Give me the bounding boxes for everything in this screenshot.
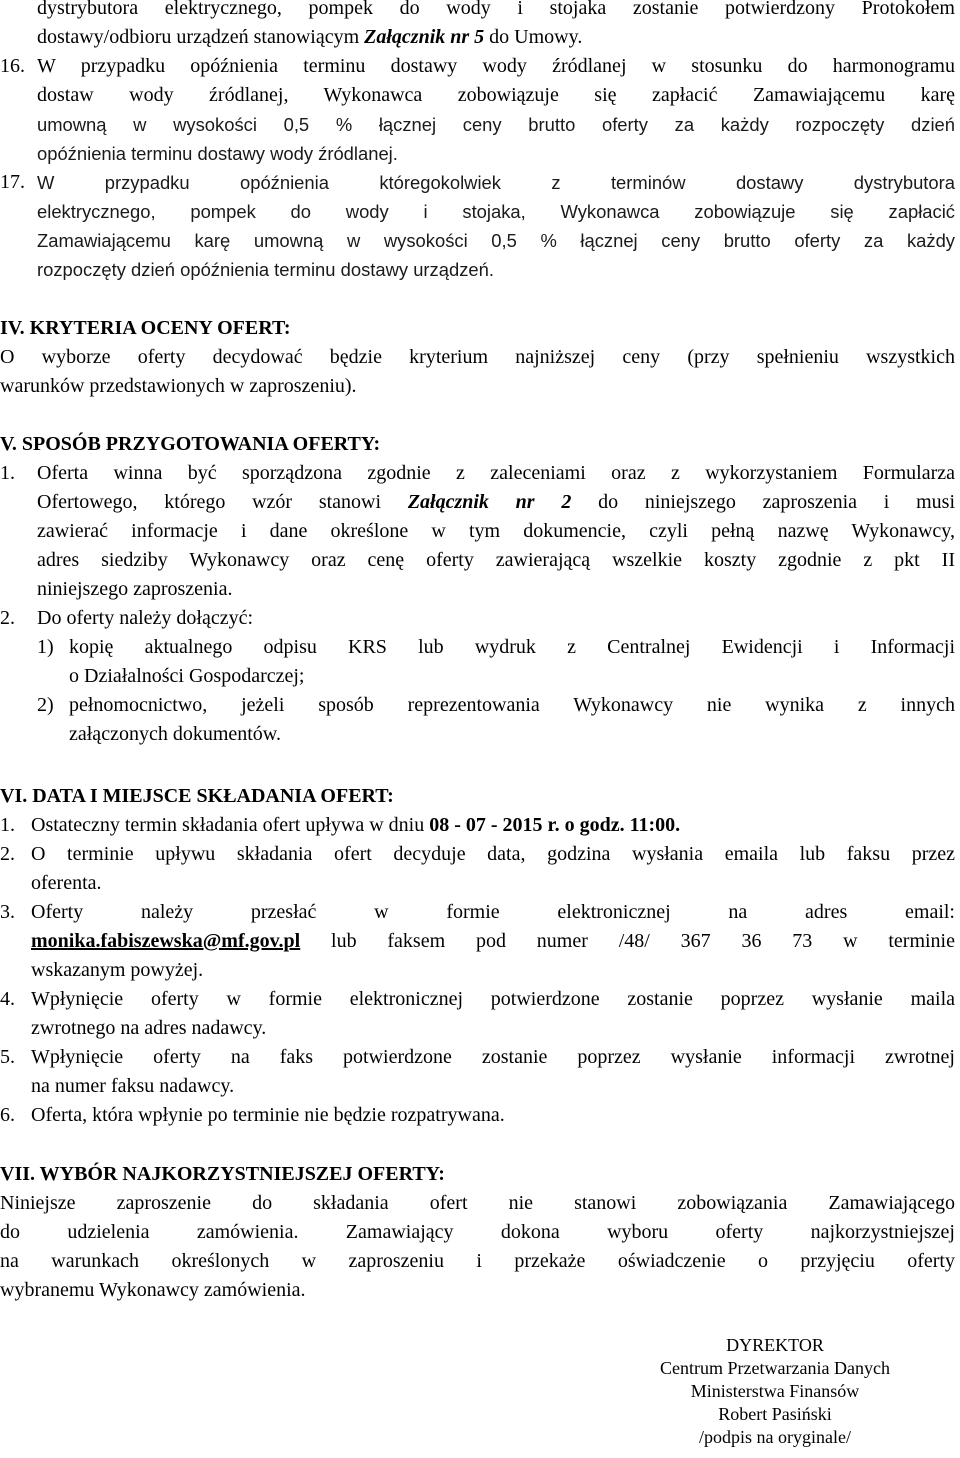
section-v-item-1-line-3: zawierać informacje i dane określone w tym dokumencie, czyli pełną nazwę Wykonawcy, [37,520,955,542]
attachment-2-reference: Załącznik nr 2 [407,491,572,513]
section-vi-heading: VI. DATA I MIEJSCE SKŁADANIA OFERT: [0,785,394,807]
section-v-item-1-line-4: adres siedziby Wykonawcy oraz cenę oferty zawierającą wszelkie koszty zgodnie z pkt II [37,549,955,571]
p17-line-3: Zamawiającemu karę umowną w wysokości 0,5 % łącznej ceny brutto oferty za każdy [37,230,955,251]
section-v-subitem-2-line-1: pełnomocnictwo, jeżeli sposób reprezentowania Wykonawcy nie wynika z innych [69,694,955,716]
section-vi-item-4-number: 4. [0,988,15,1010]
p17-number: 17. [0,171,25,193]
p16-line-1: W przypadku opóźnienia terminu dostawy wody źródlanej w stosunku do harmonogramu [37,55,955,77]
section-v-item-2-line-1: Do oferty należy dołączyć: [37,607,254,629]
section-vi-item-2-line-1: O terminie upływu składania ofert decyduje data, godzina wysłania emaila lub faksu przez [31,843,955,865]
section-iv-heading: IV. KRYTERIA OCENY OFERT: [0,317,291,339]
section-vii-line-1: Niniejsze zaproszenie do składania ofert nie stanowi zobowiązania Zamawiającego [0,1192,955,1214]
section-vi-item-5-number: 5. [0,1046,15,1068]
signature-note: /podpis na oryginale/ [699,1427,851,1447]
p16-line-2: dostaw wody źródlanej, Wykonawca zobowiązuje się zapłacić Zamawiającemu karę [37,84,955,106]
section-v-subitem-1-line-2: o Działalności Gospodarczej; [69,665,305,687]
signature-org-line-1: Centrum Przetwarzania Danych [660,1358,890,1378]
p16-line-3: umowną w wysokości 0,5 % łącznej ceny brutto oferty za każdy rozpoczęty dzień [37,114,955,135]
section-vii-line-2: do udzielenia zamówienia. Zamawiający dokona wyboru oferty najkorzystniejszej [0,1221,955,1243]
deadline-date: 08 - 07 - 2015 r. o godz. 11:00. [429,814,681,836]
p17-line-4: rozpoczęty dzień opóźnienia terminu dostawy urządzeń. [37,259,494,280]
section-vi-item-2-line-2: oferenta. [31,872,102,894]
email-link[interactable]: monika.fabiszewska@mf.gov.pl [31,930,301,952]
p17-line-2: elektrycznego, pompek do wody i stojaka, Wykonawca zobowiązuje się zapłacić [37,201,955,222]
signature-org-line-2: Ministerstwa Finansów [690,1381,860,1401]
p15-line-1: dystrybutora elektrycznego, pompek do wody i stojaka zostanie potwierdzony Protokołem [37,0,955,19]
section-vi-item-5-line-1: Wpłynięcie oferty na faks potwierdzone zostanie poprzez wysłanie informacji zwrotnej [31,1046,955,1068]
section-vii-line-3: na warunkach określonych w zaproszeniu i przekaże oświadczenie o przyjęciu oferty [0,1250,955,1272]
attachment-5-reference: Załącznik nr 5 [364,26,485,48]
section-vi-item-1-number: 1. [0,814,15,836]
section-vi-item-6-line-1: Oferta, która wpłynie po terminie nie będzie rozpatrywana. [31,1104,505,1126]
p17-line-1: W przypadku opóźnienia któregokolwiek z terminów dostawy dystrybutora [37,172,955,193]
section-v-heading: V. SPOSÓB PRZYGOTOWANIA OFERTY: [0,433,381,455]
section-v-subitem-2-number: 2) [37,694,54,716]
section-vi-item-2-number: 2. [0,843,15,865]
section-vi-item-4-line-1: Wpłynięcie oferty w formie elektronicznej potwierdzone zostanie poprzez wysłanie maila [31,988,955,1010]
section-vi-item-5-line-2: na numer faksu nadawcy. [31,1075,235,1097]
section-iv-line-1: O wyborze oferty decydować będzie kryterium najniższej ceny (przy spełnieniu wszystkich [0,346,955,368]
section-v-subitem-2-line-2: załączonych dokumentów. [69,723,281,745]
section-v-subitem-1-number: 1) [37,636,54,658]
p16-number: 16. [0,55,25,77]
section-vii-heading: VII. WYBÓR NAJKORZYSTNIEJSZEJ OFERTY: [0,1163,445,1185]
section-vi-item-3-number: 3. [0,901,15,923]
section-v-subitem-1-line-1: kopię aktualnego odpisu KRS lub wydruk z Centralnej Ewidencji i Informacji [69,636,955,658]
section-iv-line-2: warunków przedstawionych w zaproszeniu). [0,375,357,397]
section-vi-item-3-line-1: Oferty należy przesłać w formie elektronicznej na adres email: [31,901,955,923]
p15-line-2: dostawy/odbioru urządzeń stanowiącym Załącznik nr 5 do Umowy. [37,26,583,48]
section-v-item-1-line-5: niniejszego zaproszenia. [37,578,233,600]
section-vi-item-4-line-2: zwrotnego na adres nadawcy. [31,1017,267,1039]
section-vi-item-3-line-3: wskazanym powyżej. [31,959,204,981]
p16-line-4: opóźnienia terminu dostawy wody źródlanej. [37,143,398,164]
section-v-item-2-number: 2. [0,607,15,629]
section-vi-item-1-line: Ostateczny termin składania ofert upływa w dniu 08 - 07 - 2015 r. o godz. 11:00. [31,814,681,836]
section-vi-item-3-line-2: monika.fabiszewska@mf.gov.pl lub faksem pod numer /48/ 367 36 73 w terminie [31,930,955,952]
section-v-item-1-number: 1. [0,462,15,484]
section-vii-line-4: wybranemu Wykonawcy zamówienia. [0,1279,306,1301]
section-v-item-1-line-2: Ofertowego, którego wzór stanowi Załącznik nr 2 do niniejszego zaproszenia i musi [37,491,955,513]
section-v-item-1-line-1: Oferta winna być sporządzona zgodnie z zaleceniami oraz z wykorzystaniem Formularza [37,462,955,484]
signature-title: DYREKTOR [726,1335,824,1355]
signature-name: Robert Pasiński [718,1404,832,1424]
section-vi-item-6-number: 6. [0,1104,15,1126]
